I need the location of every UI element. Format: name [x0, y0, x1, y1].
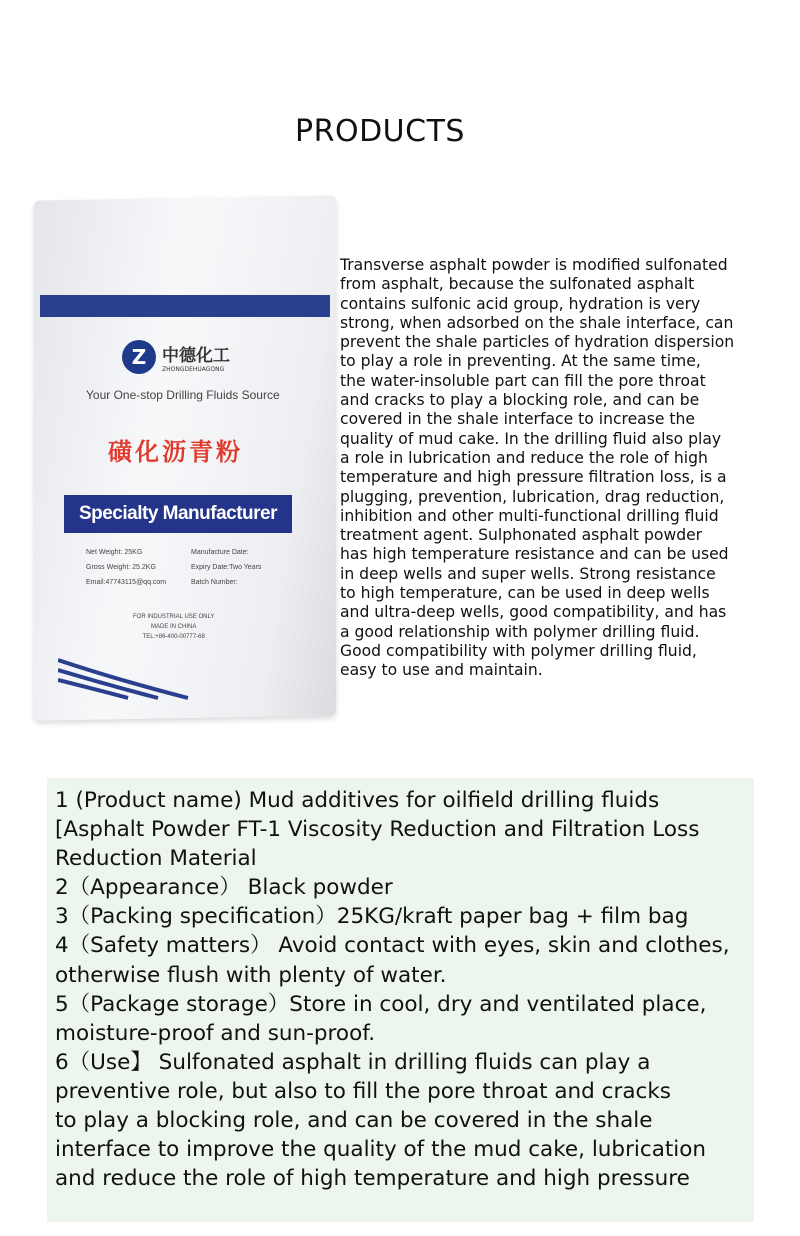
info-line: 6（Use】 Sulfonated asphalt in drilling fluids can play a [55, 1049, 651, 1075]
bag-footer [133, 612, 214, 642]
description-line: easy to use and maintain. [340, 661, 543, 680]
bag-swoosh-decoration [58, 640, 328, 700]
bag-spec-right [191, 545, 261, 590]
info-line: otherwise flush with plenty of water. [55, 962, 447, 988]
description-line: prevent the shale particles of hydration dispersion [340, 333, 735, 352]
description-line: to high temperature, can be used in deep wells [340, 584, 710, 603]
info-line: and reduce the role of high temperature and high pressure [55, 1166, 690, 1192]
manufacture-date: Manufacture Date: [191, 549, 249, 556]
description-line: Transverse asphalt powder is modified sulfonated [340, 256, 728, 274]
info-line: moisture-proof and sun-proof. [55, 1020, 376, 1046]
page-title: PRODUCTS [295, 114, 465, 150]
footer-line: FOR INDUSTRIAL USE ONLY [133, 614, 215, 620]
description-line: and cracks to play a blocking role, and can be [340, 391, 700, 410]
info-line: 5（Package storage）Store in cool, dry and ventilated place, [55, 991, 707, 1017]
info-line: interface to improve the quality of the mud cake, lubrication [55, 1137, 707, 1163]
description-line: a role in lubrication and reduce the role of high [340, 448, 708, 467]
description-line: in deep wells and super wells. Strong resistance [340, 564, 716, 583]
description-line: has high temperature resistance and can be used [340, 545, 729, 564]
bag-top-stripe [40, 295, 330, 317]
email: Email:47743115@qq.com [86, 579, 167, 586]
info-line: to play a blocking role, and can be covered in the shale [55, 1108, 653, 1134]
batch-number: Batch Number: [191, 579, 238, 586]
product-description [340, 256, 790, 681]
brand-cn: 中德化工 [162, 346, 230, 366]
description-line: covered in the shale interface to increase the [340, 410, 696, 429]
description-line: Good compatibility with polymer drilling fluid, [340, 641, 697, 660]
brand-logo [122, 340, 230, 374]
description-line: treatment agent. Sulphonated asphalt powder [340, 526, 703, 545]
description-line: contains sulfonic acid group, hydration is very [340, 294, 701, 313]
description-line: to play a role in preventing. At the same time, [340, 352, 701, 371]
footer-line: TEL:+86-400-00777-68 [142, 634, 205, 640]
description-line: strong, when adsorbed on the shale interface, can [340, 313, 734, 332]
description-line: from asphalt, because the sulfonated asphalt [340, 275, 695, 294]
info-line: Reduction Material [55, 846, 257, 872]
info-line: preventive role, but also to fill the pore throat and cracks [55, 1078, 671, 1104]
info-line: 2（Appearance） Black powder [55, 875, 393, 901]
bag-slogan: Your One-stop Drilling Fluids Source [86, 388, 280, 402]
description-line: temperature and high pressure filtration loss, is a [340, 468, 727, 487]
logo-mark-icon: Z [122, 340, 156, 374]
brand-en: ZHONGDEHUAGONG [162, 366, 225, 373]
product-info-box [47, 778, 754, 1222]
description-line: the water-insoluble part can fill the pore throat [340, 371, 706, 390]
product-cn-name: 磺化沥青粉 [108, 438, 243, 466]
info-line: 3（Packing specification）25KG/kraft paper bag + film bag [55, 904, 689, 930]
bag-spec-left [86, 545, 166, 590]
expiry-date: Expiry Date:Two Years [191, 564, 262, 571]
info-line: [Asphalt Powder FT-1 Viscosity Reduction and Filtration Loss [55, 817, 700, 843]
net-weight: Net Weight: 25KG [86, 549, 143, 556]
info-line: 4（Safety matters） Avoid contact with eyes, skin and clothes, [55, 933, 730, 959]
description-line: and ultra-deep wells, good compatibility, and has [340, 603, 727, 622]
description-line: inhibition and other multi-functional drilling fluid [340, 506, 719, 525]
footer-line: MADE IN CHINA [151, 624, 197, 630]
description-line: quality of mud cake. In the drilling fluid also play [340, 429, 722, 448]
gross-weight: Gross Weight: 25.2KG [86, 564, 156, 571]
info-line: 1 (Product name) Mud additives for oilfield drilling fluids [55, 788, 660, 813]
bag-banner: Specialty Manufacturer [64, 495, 292, 533]
description-line: a good relationship with polymer drilling fluid. [340, 622, 700, 641]
product-info-list [55, 786, 730, 1193]
description-line: plugging, prevention, lubrication, drag reduction, [340, 487, 725, 506]
product-bag-image [28, 190, 348, 730]
